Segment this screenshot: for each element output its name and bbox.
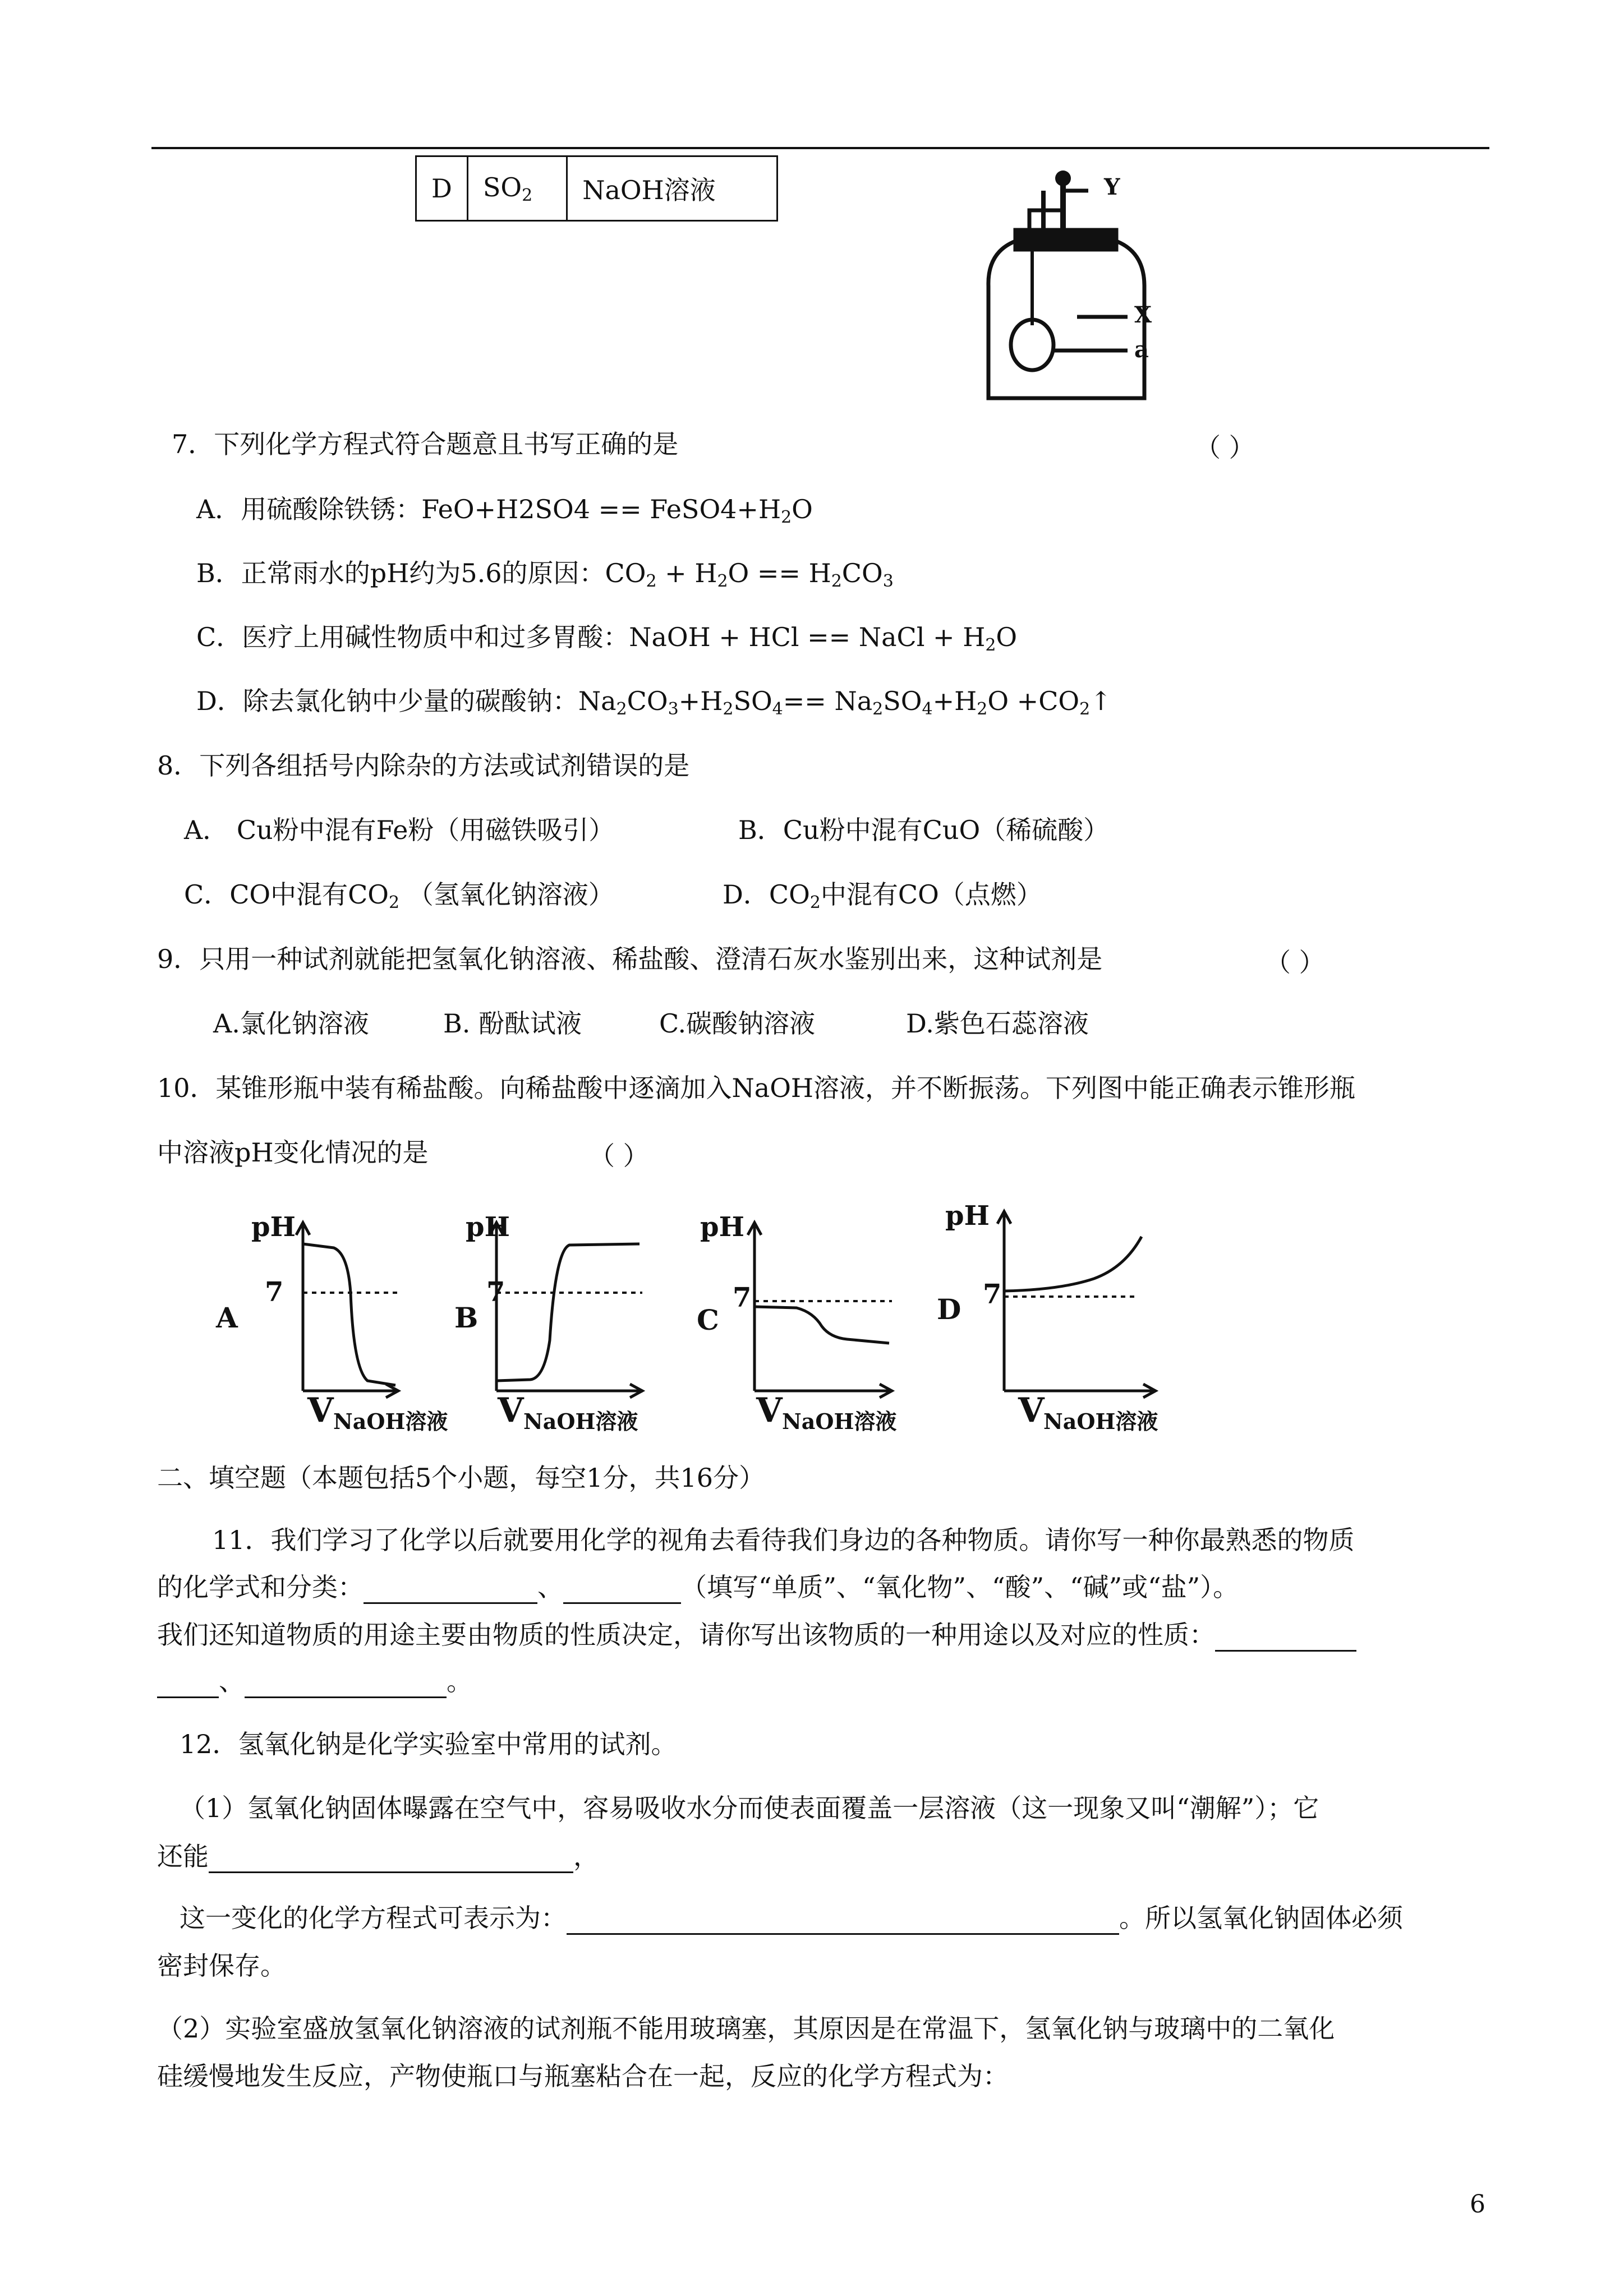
q12-stem: 12．氢氧化钠是化学实验室中常用的试剂。 <box>180 1729 677 1759</box>
label-y: Y <box>1104 174 1120 200</box>
q12-p1-line1: （1）氢氧化钠固体曝露在空气中，容易吸收水分而使表面覆盖一层溶液（这一现象又叫“潮解”）；它 <box>180 1793 1319 1823</box>
q7-option-d: D．除去氯化钠中少量的碳酸钠：$Na_2CO_3+H_2SO_4== Na_2SO_4+H_2O$ $+CO_2↑$ <box>196 686 1112 719</box>
apparatus-diagram <box>976 157 1189 409</box>
q11-line1: 11．我们学习了化学以后就要用化学的视角去看待我们身边的各种物质。请你写一种你最熟悉的物质 <box>212 1525 1355 1555</box>
q12-p1-line2: 还能 ， <box>157 1839 599 1873</box>
q12-p1-line3: 这一变化的化学方程式可表示为： 。所以氢氧化钠固体必须 <box>180 1901 1403 1935</box>
q7-option-c: C．医疗上用碱性物质中和过多胃酸：NaOH + HCl == NaCl + $H_2O$ <box>196 622 1018 655</box>
graph-a <box>213 1200 449 1436</box>
q10-answer-paren: （ ） <box>589 1141 649 1171</box>
row-liquid: NaOH溶液 <box>567 156 778 221</box>
graph-c <box>690 1200 926 1436</box>
graph-a-v: V <box>307 1391 334 1430</box>
graph-d-seven: 7 <box>983 1279 1002 1310</box>
options-table <box>415 155 778 222</box>
row-letter: D <box>416 156 468 221</box>
graph-c-ph-label: pH <box>700 1211 744 1243</box>
q8-stem: 8．下列各组括号内除杂的方法或试剂错误的是 <box>157 750 690 781</box>
q9-option-c: C.碳酸钠溶液 <box>659 1008 816 1039</box>
q10-line2: 中溶液pH变化情况的是 <box>157 1137 429 1168</box>
graph-b <box>452 1200 687 1436</box>
graph-a-ph-label: pH <box>251 1211 296 1243</box>
q7-option-b: B．正常雨水的pH约为5.6的原因：$CO_2 + H_2O == H_2CO_3$ <box>196 558 894 591</box>
q9-answer-paren: （ ） <box>1265 947 1325 978</box>
row-gas: $SO_2$ <box>467 156 567 221</box>
q10-line1: 10．某锥形瓶中装有稀盐酸。向稀盐酸中逐滴加入NaOH溶液，并不断振荡。下列图中能正确表示锥形瓶 <box>157 1073 1356 1103</box>
graph-d-letter: D <box>937 1293 961 1326</box>
blank-equation-1[interactable] <box>567 1905 1119 1935</box>
blank-use-b[interactable] <box>157 1668 219 1698</box>
label-a: a <box>1134 336 1149 363</box>
q8-option-b: B．Cu粉中混有CuO（稀硫酸） <box>738 815 1110 845</box>
q8-option-a: A． Cu粉中混有Fe粉（用磁铁吸引） <box>184 815 615 845</box>
graph-c-seven: 7 <box>733 1282 752 1313</box>
blank-absorb[interactable] <box>209 1843 573 1873</box>
section-2-heading: 二、填空题（本题包括5个小题，每空1分，共16分） <box>157 1463 765 1493</box>
header-rule <box>151 147 1489 149</box>
label-x: X <box>1134 302 1152 328</box>
graph-d <box>931 1195 1167 1434</box>
blank-formula[interactable] <box>364 1574 537 1604</box>
q7-option-a: A．用硫酸除铁锈：$FeO+H2SO4 == FeSO4+H_2O$ <box>196 494 813 527</box>
graph-d-v-sub: NaOH溶液 <box>1043 1409 1158 1434</box>
q11-line4: 、 。 <box>157 1665 472 1698</box>
graph-b-v-sub: NaOH溶液 <box>523 1409 638 1434</box>
q9-option-b: B. 酚酞试液 <box>443 1008 582 1039</box>
graph-b-letter: B <box>454 1301 479 1334</box>
graph-a-seven: 7 <box>265 1276 284 1308</box>
q7-answer-paren: （ ） <box>1195 432 1255 463</box>
q12-p1-line4: 密封保存。 <box>157 1951 286 1981</box>
graph-c-letter: C <box>697 1303 719 1336</box>
q11-line3: 我们还知道物质的用途主要由物质的性质决定，请你写出该物质的一种用途以及对应的性质： <box>157 1618 1356 1652</box>
q12-p2-line1: （2）实验室盛放氢氧化钠溶液的试剂瓶不能用玻璃塞，其原因是在常温下，氢氧化钠与玻璃中的二氧化 <box>157 2013 1335 2044</box>
q12-p2-line2: 硅缓慢地发生反应，产物使瓶口与瓶塞粘合在一起，反应的化学方程式为： <box>157 2061 1009 2091</box>
q9-option-d: D.紫色石蕊溶液 <box>906 1008 1089 1039</box>
blank-category[interactable] <box>563 1574 681 1604</box>
graph-b-seven: 7 <box>486 1276 505 1308</box>
blank-use-a[interactable] <box>1215 1622 1356 1652</box>
blank-property[interactable] <box>245 1668 447 1698</box>
graph-a-letter: A <box>216 1301 238 1334</box>
table-row <box>416 156 778 221</box>
graph-d-v: V <box>1018 1391 1045 1430</box>
q11-line2: 的化学式和分类： 、 （填写“单质”、“氧化物”、“酸”、“碱”或“盐”）。 <box>157 1570 1239 1604</box>
q9-stem: 9．只用一种试剂就能把氢氧化钠溶液、稀盐酸、澄清石灰水鉴别出来，这种试剂是 <box>157 944 1103 974</box>
q8-option-c: C．CO中混有$CO_2$ （氢氧化钠溶液） <box>184 879 614 912</box>
graph-c-v: V <box>756 1391 783 1430</box>
q7-stem: 7．下列化学方程式符合题意且书写正确的是 <box>172 429 679 459</box>
graph-a-v-sub: NaOH溶液 <box>333 1409 448 1434</box>
graph-d-ph-label: pH <box>945 1200 990 1232</box>
graph-b-v: V <box>498 1391 524 1430</box>
graph-b-ph-label: pH <box>466 1211 510 1243</box>
q8-option-d: D．$CO_2$中混有CO（点燃） <box>723 879 1042 912</box>
graph-c-v-sub: NaOH溶液 <box>782 1409 897 1434</box>
page-number: 6 <box>1470 2190 1485 2219</box>
q9-option-a: A.氯化钠溶液 <box>213 1008 369 1039</box>
